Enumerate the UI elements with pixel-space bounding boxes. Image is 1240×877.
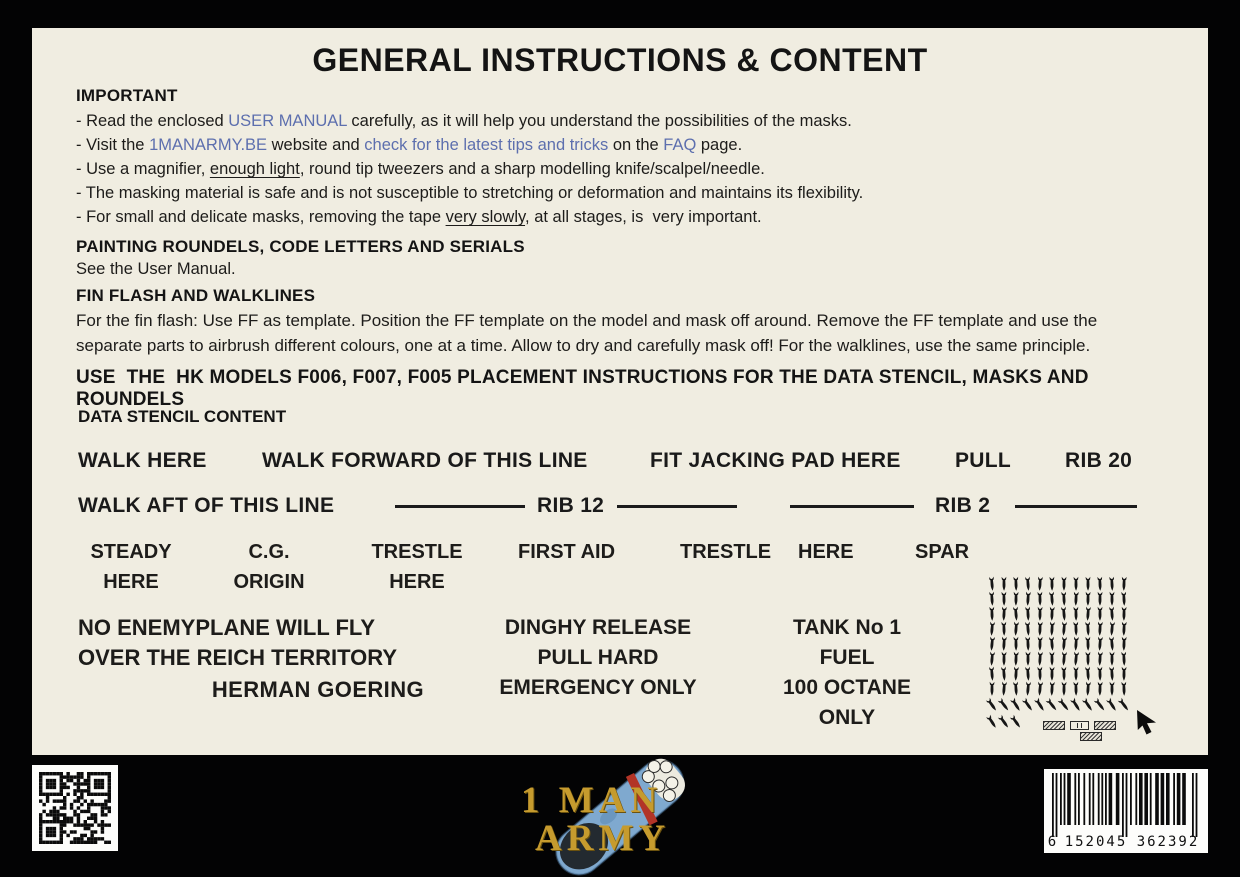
stencil-first-aid xyxy=(518,537,615,567)
bomb-icon xyxy=(987,666,996,683)
hatch-mark xyxy=(1080,732,1102,741)
bomb-icon xyxy=(1036,651,1045,667)
bomb-icon xyxy=(1096,666,1104,682)
barcode-group-2: 362392 xyxy=(1136,834,1200,850)
bomb-icon xyxy=(1120,621,1129,637)
barcode-group-1: 152045 xyxy=(1064,834,1128,850)
bomb-icon xyxy=(1023,621,1032,638)
stencil-heading: DATA STENCIL CONTENT xyxy=(78,407,287,426)
text: , round tip tweezers and a sharp modelling knife/scalpel/needle. xyxy=(299,160,765,178)
bomb-icon xyxy=(1120,681,1129,697)
barcode-digit-first: 6 xyxy=(1047,834,1057,850)
text: TRESTLE xyxy=(680,541,772,563)
bomb-icon xyxy=(1120,606,1128,622)
bomb-icon xyxy=(1083,606,1092,623)
stencil-line xyxy=(395,505,525,508)
text: on the xyxy=(608,136,664,154)
bomb-icon xyxy=(1096,576,1105,592)
bomb-icon xyxy=(1095,636,1104,652)
qr-modules xyxy=(39,772,111,844)
bomb-icon xyxy=(1036,636,1044,652)
bomb-icon xyxy=(1000,606,1009,622)
hatch-mark xyxy=(1094,721,1116,730)
bomb-icon xyxy=(1072,576,1080,592)
stencil-walk-forward: WALK FORWARD OF THIS LINE xyxy=(262,449,588,472)
text: DINGHY RELEASE xyxy=(504,616,692,639)
bomb-icon xyxy=(1048,651,1056,667)
website-link[interactable]: 1MANARMY.BE xyxy=(149,136,268,154)
bomb-icon xyxy=(1000,576,1008,592)
bomb-icon xyxy=(1024,591,1033,607)
bomb-icon xyxy=(1048,576,1056,592)
tips-link[interactable]: check for the latest tips and tricks xyxy=(364,136,609,154)
stencil-line xyxy=(790,505,914,508)
brand-logo xyxy=(515,754,725,877)
bomb-icon xyxy=(1083,666,1092,683)
stencil-pull: PULL xyxy=(955,449,1012,472)
bomb-icon xyxy=(1096,681,1104,697)
emphasis-text: very slowly xyxy=(445,208,526,226)
bomb-icon xyxy=(1072,681,1080,697)
text: TRESTLE xyxy=(371,541,463,563)
barcode xyxy=(1044,769,1208,853)
text: HERE xyxy=(389,571,445,593)
bomb-icon xyxy=(1024,636,1033,652)
text: , at all stages, is very important. xyxy=(525,208,762,226)
bomb-icon xyxy=(1048,606,1057,622)
painting-body: See the User Manual. xyxy=(76,260,236,278)
barcode-digits xyxy=(1044,834,1204,850)
bomb-icon xyxy=(1059,651,1068,668)
barcode-bars xyxy=(1044,773,1208,843)
logo-line-1: 1 MAN xyxy=(521,780,663,821)
bomb-icon xyxy=(1120,666,1128,682)
important-line-3 xyxy=(76,157,1164,181)
text: HERE xyxy=(103,571,159,593)
outline-mark xyxy=(1070,721,1089,730)
bomb-icon xyxy=(1008,713,1024,731)
user-manual-link[interactable]: USER MANUAL xyxy=(228,112,347,130)
finflash-heading: FIN FLASH AND WALKLINES xyxy=(76,286,316,305)
stencil-rib-2: RIB 2 xyxy=(935,494,991,517)
bomb-icon xyxy=(1120,651,1129,667)
text: FIRST AID xyxy=(518,541,616,563)
stencil-cg-origin xyxy=(214,537,324,597)
bomb-icon xyxy=(999,681,1008,698)
stencil-tank xyxy=(747,613,947,733)
text: website and xyxy=(267,136,365,154)
quote-line: OVER THE REICH TERRITORY xyxy=(78,645,398,670)
bomb-icon xyxy=(1035,681,1044,698)
bomb-icon xyxy=(1036,621,1045,637)
bomb-icon xyxy=(1012,651,1020,667)
text: EMERGENCY ONLY xyxy=(499,676,697,699)
bomb-icon xyxy=(1048,681,1057,697)
bomb-icon xyxy=(1072,591,1081,607)
bomb-icon xyxy=(1096,606,1104,622)
stencil-trestle-here xyxy=(362,537,472,597)
bomb-icon xyxy=(1108,651,1116,667)
stencil-walk-aft: WALK AFT OF THIS LINE xyxy=(78,494,335,517)
bomb-icon xyxy=(1107,636,1116,653)
bomb-icon xyxy=(988,681,996,697)
bomb-icon xyxy=(1108,681,1116,697)
bomb-icon xyxy=(1060,576,1068,592)
page-title: GENERAL INSTRUCTIONS & CONTENT xyxy=(312,42,928,78)
text: ONLY xyxy=(818,706,876,729)
bomb-icon xyxy=(1024,651,1032,667)
bomb-icon xyxy=(1084,651,1092,667)
faq-link[interactable]: FAQ xyxy=(663,136,697,154)
bomb-icon xyxy=(988,606,997,622)
important-line-5 xyxy=(76,205,1164,229)
bomb-icon xyxy=(1060,666,1068,682)
bomb-icon xyxy=(1036,666,1044,682)
bomb-icon xyxy=(1036,576,1045,592)
bomb-icon xyxy=(1096,591,1104,607)
text: PULL HARD xyxy=(537,646,659,669)
bomb-icon xyxy=(1096,621,1105,637)
text: - Read the enclosed xyxy=(76,112,229,130)
bomb-icon xyxy=(1047,636,1056,653)
data-stencil-section xyxy=(76,406,1164,755)
text: - Use a magnifier, xyxy=(76,160,210,178)
text: page. xyxy=(696,136,743,154)
bomb-icon xyxy=(1108,591,1116,607)
text: 100 OCTANE xyxy=(783,676,911,699)
bomb-icon xyxy=(1011,621,1020,638)
stencil-rib-20: RIB 20 xyxy=(1065,449,1133,472)
stencil-line xyxy=(1015,505,1137,508)
bomb-icon xyxy=(1000,621,1008,637)
bomb-icon xyxy=(1036,591,1044,607)
bomb-icon xyxy=(1072,621,1081,637)
bomb-icon xyxy=(988,591,997,607)
bomb-icon xyxy=(1000,591,1008,607)
bomb-icon xyxy=(1036,606,1044,622)
quote-line: NO ENEMYPLANE WILL FLY xyxy=(78,615,376,640)
cursor-arrow-icon xyxy=(1134,709,1160,736)
bomb-icon xyxy=(1011,681,1020,698)
qr-code xyxy=(32,765,118,851)
text: carefully, as it will help you understand the possibilities of the masks. xyxy=(346,112,852,130)
bomb-icon xyxy=(1084,621,1093,637)
text: SPAR xyxy=(915,541,970,563)
bomb-icon xyxy=(1084,681,1093,697)
bomb-icon xyxy=(1108,576,1117,592)
bomb-icon xyxy=(1108,666,1117,682)
sheet-content xyxy=(32,28,1208,755)
stencil-steady-here xyxy=(76,537,186,597)
bomb-icon xyxy=(1012,636,1020,652)
important-line-2 xyxy=(76,133,1164,157)
stencil-trestle xyxy=(680,537,771,567)
stencil-spar xyxy=(915,537,969,567)
instruction-sheet xyxy=(32,28,1208,755)
stencil-quote xyxy=(78,613,424,705)
bomb-icon xyxy=(1047,591,1056,608)
emphasis-text: enough light xyxy=(209,160,300,178)
text: TANK No 1 xyxy=(792,616,902,639)
stencil-here xyxy=(798,537,854,567)
placement-note: USE THE HK MODELS F006, F007, F005 PLACEMENT INSTRUCTIONS FOR THE DATA STENCIL, MASKS AND ROUNDELS xyxy=(76,367,1095,410)
bomb-icon xyxy=(1071,651,1080,668)
text: HERE xyxy=(798,541,854,563)
finflash-body: For the fin flash: Use FF as template. Position the FF template on the model and mask off around. Remove the FF template and use the separate parts to airbrush different colours, one at a time. Allow to dry and carefully mask off! For the walklines, use the same principle. xyxy=(76,311,1098,355)
bomb-icon xyxy=(1012,591,1020,607)
bomb-tally xyxy=(988,576,1178,751)
bomb-icon xyxy=(1096,651,1105,667)
text: FUEL xyxy=(819,646,875,669)
text: - Visit the xyxy=(76,136,150,154)
bomb-icon xyxy=(1000,651,1008,667)
stencil-dinghy xyxy=(498,613,698,703)
bomb-icon xyxy=(1060,681,1068,697)
bomb-icon xyxy=(1120,636,1128,652)
stencil-walk-here: WALK HERE xyxy=(78,449,207,472)
quote-attribution: HERMAN GOERING xyxy=(211,677,424,702)
bomb-icon xyxy=(1120,591,1129,607)
bomb-icon xyxy=(1000,636,1009,652)
bomb-icon xyxy=(1084,636,1092,652)
text: STEADY xyxy=(90,541,172,563)
bomb-icon xyxy=(1048,666,1056,682)
text: C.G. xyxy=(248,541,290,563)
stencil-rib-12: RIB 12 xyxy=(537,494,605,517)
important-heading: IMPORTANT xyxy=(76,86,178,105)
bomb-icon xyxy=(1023,576,1032,593)
bomb-icon xyxy=(1012,576,1021,592)
stencil-line xyxy=(617,505,737,508)
bomb-icon xyxy=(1084,591,1092,607)
bomb-icon xyxy=(1084,576,1092,592)
hatch-mark xyxy=(1043,721,1065,730)
important-line-4: - The masking material is safe and is not susceptible to stretching or deformation and maintains its flexibility. xyxy=(76,184,864,202)
bomb-icon xyxy=(1116,696,1132,714)
painting-heading: PAINTING ROUNDELS, CODE LETTERS AND SERIALS xyxy=(76,237,525,256)
bomb-icon xyxy=(1120,576,1129,592)
bomb-icon xyxy=(1023,681,1032,698)
bomb-icon xyxy=(1072,606,1080,622)
important-line-1 xyxy=(76,109,1164,133)
text: ORIGIN xyxy=(233,571,305,593)
text: - For small and delicate masks, removing the tape xyxy=(76,208,446,226)
logo-line-2: ARMY xyxy=(535,818,671,859)
logo-text xyxy=(521,782,670,858)
stencil-fit-jacking: FIT JACKING PAD HERE xyxy=(650,449,901,472)
bomb-icon xyxy=(1072,666,1080,682)
